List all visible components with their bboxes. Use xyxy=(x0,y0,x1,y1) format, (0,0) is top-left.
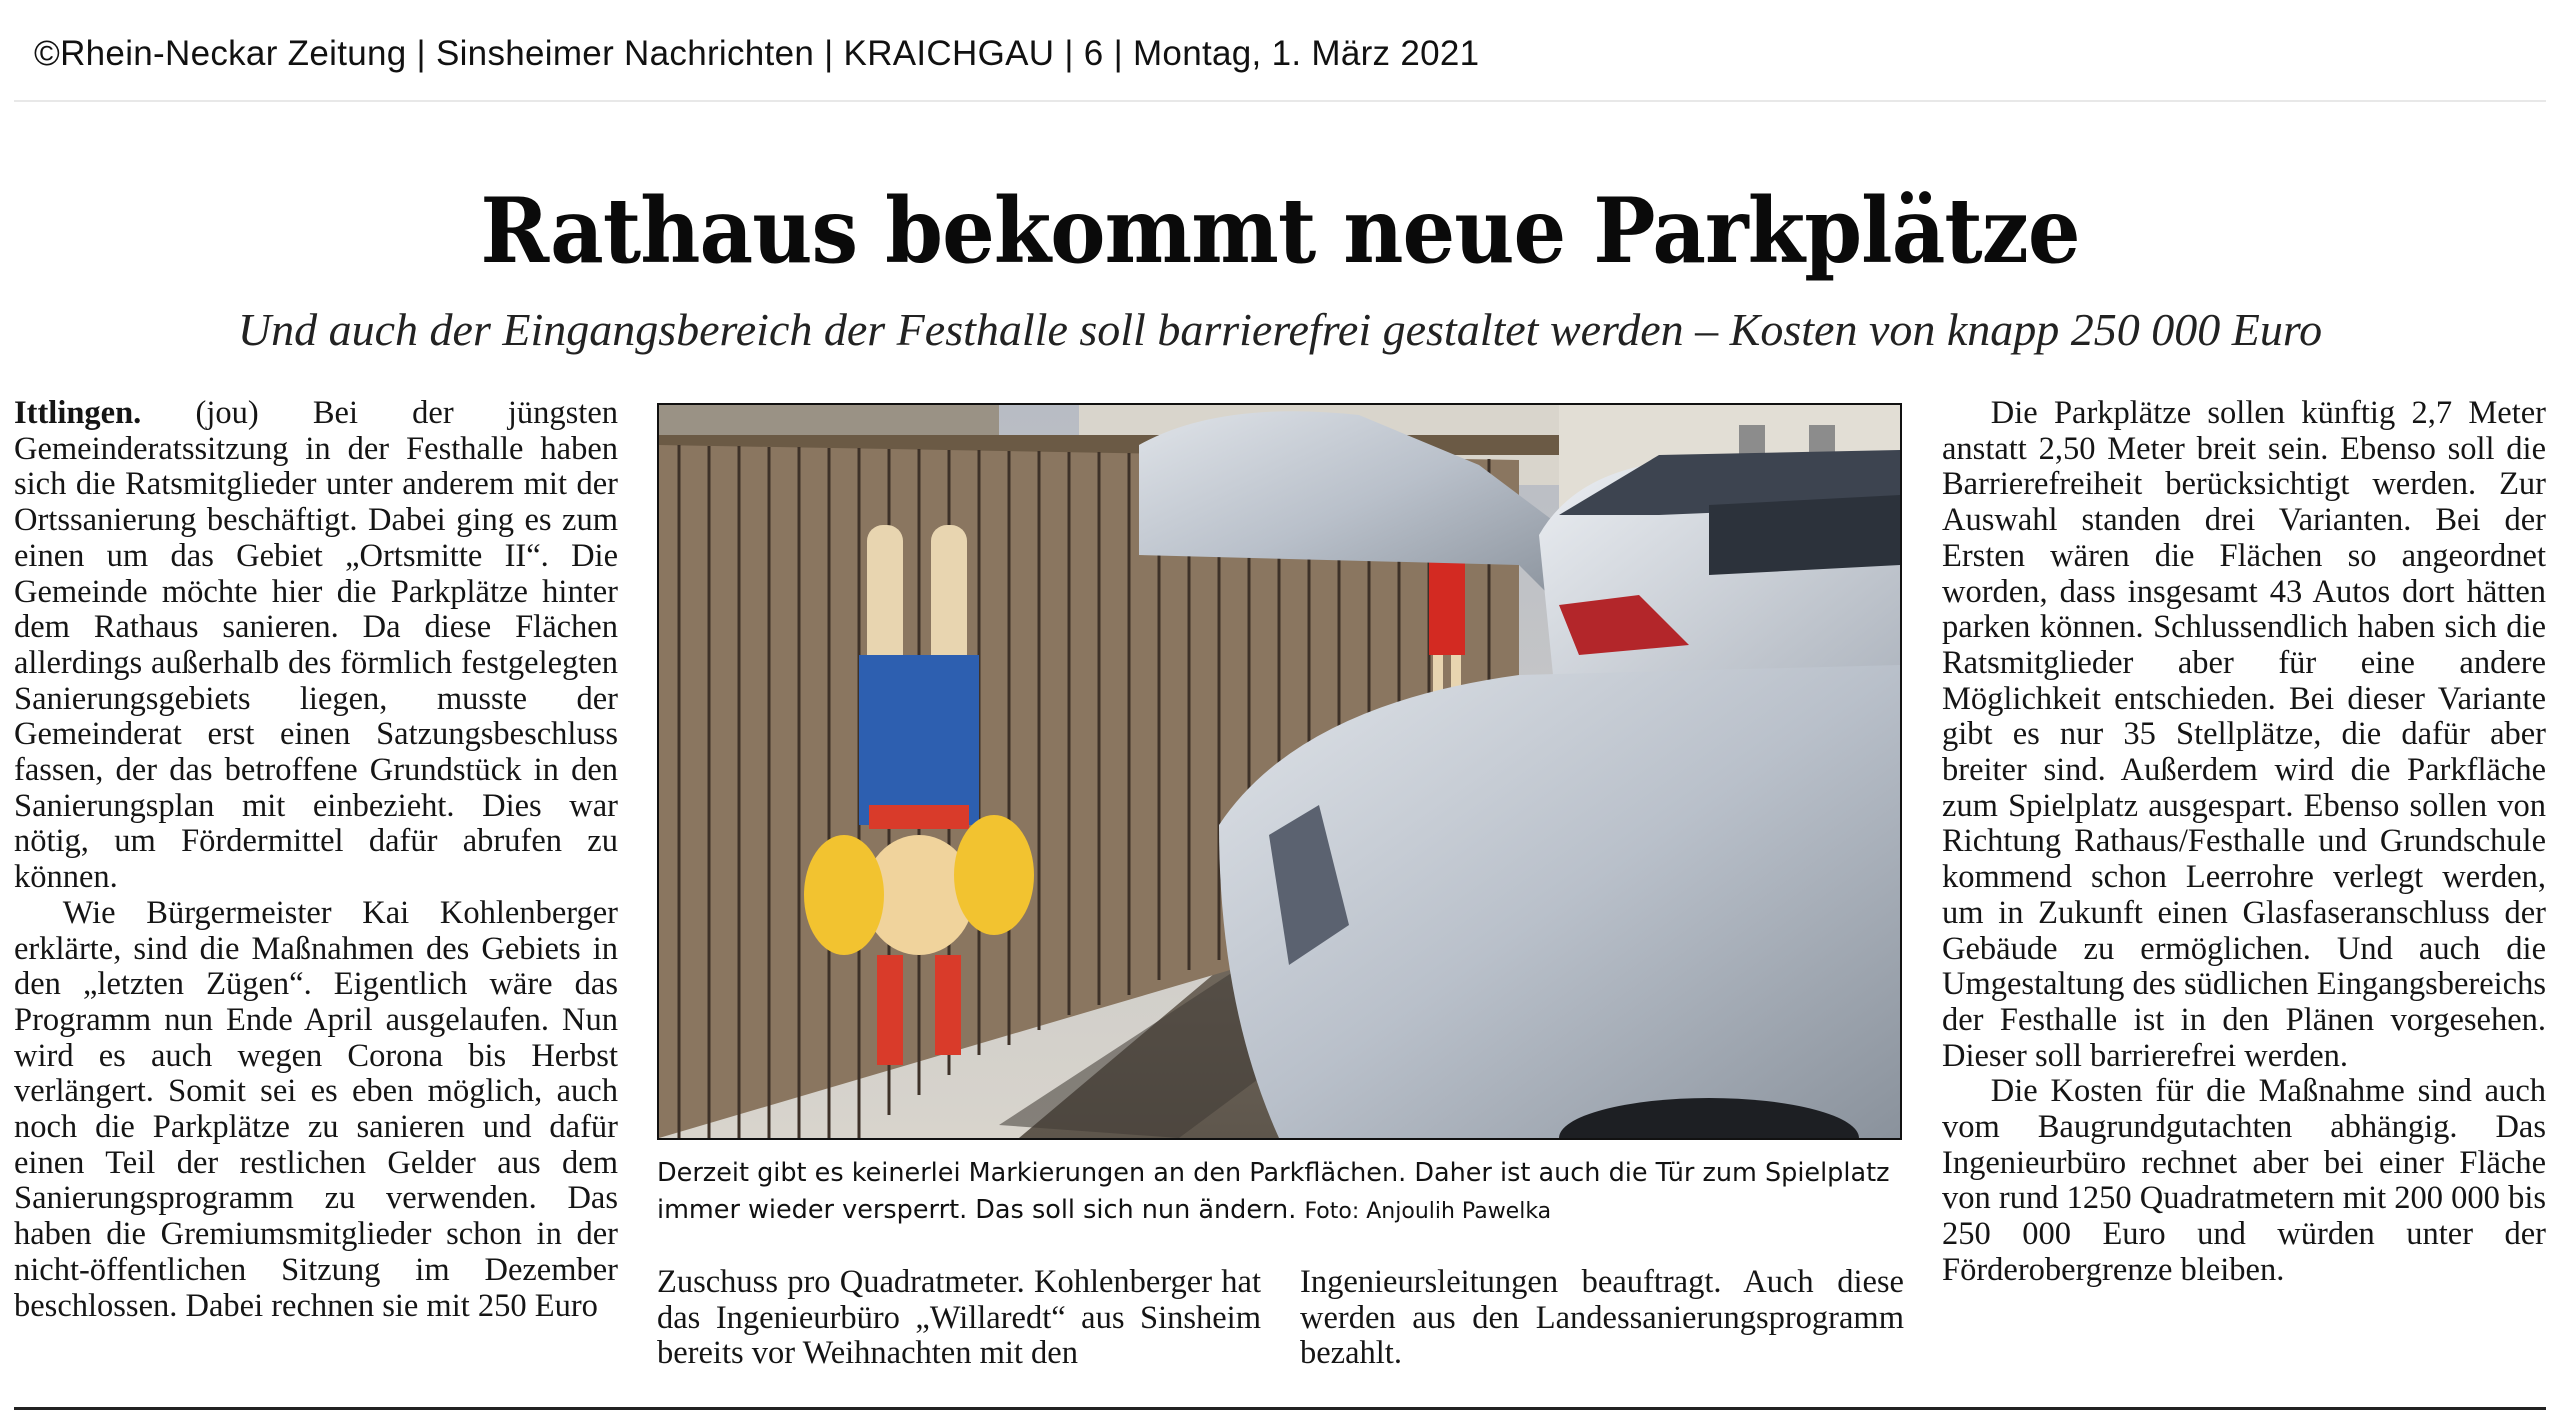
caption-text: Derzeit gibt es keinerlei Markierungen an den Parkflächen. Daher ist auch die Tür zum Spielplatz immer wieder versperrt. Das soll sich nun ändern. xyxy=(657,1158,1890,1225)
paragraph-1 xyxy=(14,396,618,896)
publication-header: ©Rhein-Neckar Zeitung | Sinsheimer Nachrichten | KRAICHGAU | 6 | Montag, 1. März 2021 xyxy=(34,34,1480,73)
photo-caption xyxy=(657,1155,1907,1230)
article-column-1 xyxy=(14,396,618,1324)
article-headline: Rathaus bekommt neue Parkplätze xyxy=(480,178,2080,284)
article-column-3 xyxy=(1300,1265,1904,1372)
article-subheadline: Und auch der Eingangsbereich der Festhalle soll barrierefrei gestaltet werden – Kosten von knapp 250 000 Euro xyxy=(237,304,2323,355)
paragraph-2: Wie Bürgermeister Kai Kohlenberger erklärte, sind die Maßnahmen des Gebiets in den „letzten Zügen“. Eigentlich wäre das Programm nun Ende April ausgelaufen. Nun wird es auch wegen Corona bis Herbst verlängert. Somit sei es eben möglich, auch noch die Parkplätze zu sanieren und dafür einen Teil der restlichen Gelder aus dem Sanierungsprogramm zu verwenden. Das haben die Gremiumsmitglieder schon in der nicht-öffentlichen Sitzung im Dezember beschlossen. Dabei rechnen sie mit 250 Euro xyxy=(14,894,618,1324)
photo-fence-cars-illustration xyxy=(659,405,1900,1138)
article-column-4 xyxy=(1942,396,2546,1289)
footer-divider xyxy=(14,1407,2546,1410)
paragraph-3: Zuschuss pro Quadratmeter. Kohlenberger hat das Ingenieurbüro „Willaredt“ aus Sinsheim bereits vor Weihnachten mit den xyxy=(657,1264,1261,1372)
paragraph-4: Ingenieursleitungen beauftragt. Auch diese werden aus den Landessanierungsprogramm bezahlt. xyxy=(1300,1264,1904,1372)
article-photo xyxy=(657,403,1902,1140)
article-column-2 xyxy=(657,1265,1261,1372)
header-divider xyxy=(14,100,2546,102)
dateline: Ittlingen. xyxy=(14,395,142,431)
paragraph-6: Die Kosten für die Maßnahme sind auch vom Baugrundgutachten abhängig. Das Ingenieurbüro rechnet aber bei einer Fläche von rund 1250 Quadratmetern mit 200 000 bis 250 000 Euro und würden unter der Förderobergrenze bleiben. xyxy=(1942,1073,2546,1288)
photo-credit: Foto: Anjoulih Pawelka xyxy=(1304,1199,1552,1224)
paragraph-1-text: (jou) Bei der jüngsten Gemeinderatssitzung in der Festhalle haben sich die Ratsmitglieder unter anderem mit der Ortssanierung beschäftigt. Dabei ging es zum einen um das Gebiet „Ortsmitte II“. Die Gemeinde möchte hier die Parkplätze hinter dem Rathaus sanieren. Da diese Flächen allerdings außerhalb des förmlich festgelegten Sanierungsgebiets liegen, musste der Gemeinderat erst einen Satzungsbeschluss fassen, der das betroffene Grundstück in den Sanierungsplan mit einbezieht. Dies war nötig, um Fördermittel dafür abrufen zu können. xyxy=(14,395,618,896)
paragraph-5: Die Parkplätze sollen künftig 2,7 Meter anstatt 2,50 Meter breit sein. Ebenso soll die Barrierefreiheit berücksichtigt werden. Zur Auswahl standen drei Varianten. Bei der Ersten wären die Flächen so angeordnet worden, dass insgesamt 43 Autos dort hätten parken können. Schlussendlich haben sich die Ratsmitglieder aber für eine andere Möglichkeit entschieden. Bei dieser Variante gibt es nur 35 Stellplätze, die dafür aber breiter sind. Außerdem wird die Parkfläche zum Spielplatz ausgespart. Ebenso sollen von Richtung Rathaus/Festhalle und Grundschule kommend schon Leerrohre verlegt werden, um in Zukunft einen Glasfaseranschluss der Gebäude zu ermöglichen. Und auch die Umgestaltung des südlichen Eingangsbereichs der Festhalle ist in den Plänen vorgesehen. Dieser soll barrierefrei werden. xyxy=(1942,395,2546,1074)
